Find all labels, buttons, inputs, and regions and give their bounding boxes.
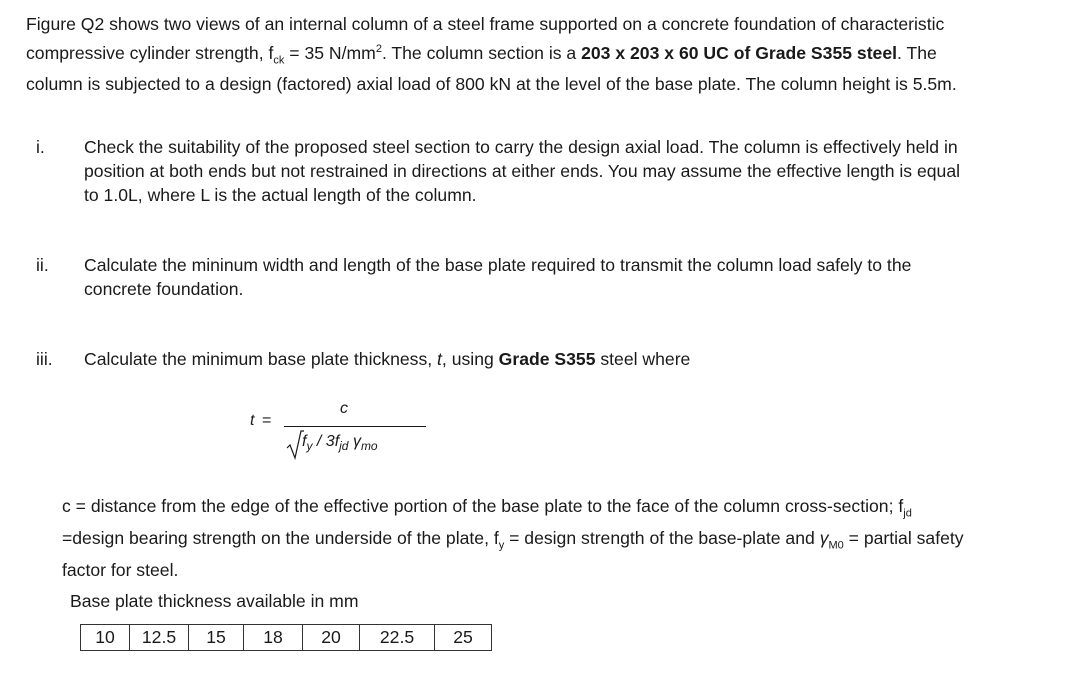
steel-grade: Grade S355 (498, 349, 596, 369)
thickness-cell: 15 (189, 625, 244, 651)
thickness-table (80, 624, 492, 651)
available-thickness-label: Base plate thickness available in mm (70, 591, 359, 611)
explanation-text: =design bearing strength on the underside of the plate, f (62, 528, 499, 549)
fraction-bar (284, 426, 426, 427)
problem-statement (26, 12, 966, 97)
fy-subscript: y (306, 439, 313, 454)
thickness-formula (250, 395, 430, 475)
intro-text-2: = 35 N/mm (284, 42, 376, 63)
thickness-cell: 22.5 (360, 625, 435, 651)
intro-text-1: Figure Q2 shows two views of an internal column of a steel frame supported on a concrete foundation of characteristic compressive cylinder strength, f (26, 14, 945, 63)
fy-symbol: f (302, 433, 307, 450)
formula-lhs: t (250, 412, 255, 429)
question-ii (36, 253, 966, 301)
jd-subscript: jd (339, 439, 349, 454)
question-text: Check the suitability of the proposed steel section to carry the design axial load. The column is effectively held in position at both ends but not restrained in directions at either ends. You may assume the effective length is equal to 1.0L, where L is the actual length of the column. (84, 137, 961, 205)
table-row (81, 625, 492, 651)
explanation-text: c = distance from the edge of the effective portion of the base plate to the face of the column cross-section; f (62, 496, 904, 516)
thickness-cell: 25 (435, 625, 492, 651)
question-number: i. (36, 137, 45, 157)
question-iii (36, 347, 966, 371)
thickness-cell: 12.5 (130, 625, 189, 651)
intro-text-4: . The column is subjected to a design (factored) axial load of 800 kN at the level of the base plate. The column height is 5.5m. (26, 42, 957, 95)
question-text (84, 347, 966, 371)
gamma-symbol: γ (819, 528, 829, 549)
gamma-symbol: γ (352, 433, 361, 450)
formula-numerator: c (340, 400, 348, 417)
thickness-cell: 20 (303, 625, 360, 651)
thickness-cell: 18 (244, 625, 303, 651)
question-text-part: Calculate the minimum base plate thickness, (84, 349, 438, 369)
thickness-cell: 10 (81, 625, 130, 651)
question-i (36, 135, 966, 207)
question-text-part: , using (441, 349, 499, 369)
squared-superscript: 2 (375, 42, 382, 55)
t-variable: t (437, 349, 442, 369)
question-number: iii. (36, 349, 53, 369)
explanation-text: = design strength of the base-plate and (504, 528, 820, 549)
three-fjd: / 3f (312, 433, 340, 450)
fjd-subscript: jd (903, 507, 912, 520)
fy-subscript: y (498, 539, 505, 552)
gamma-subscript: M0 (828, 539, 844, 552)
fck-subscript: ck (273, 53, 285, 66)
question-number: ii. (36, 255, 49, 275)
formula-denominator (302, 433, 378, 453)
formula-explanation (62, 494, 967, 583)
formula-equals: = (262, 412, 272, 429)
explanation-text: = partial safety factor for steel. (62, 528, 964, 581)
intro-text-3: . The column section is a (381, 42, 582, 63)
question-text-part: steel where (595, 349, 691, 369)
mo-subscript: mo (360, 439, 378, 454)
section-designation: 203 x 203 x 60 UC of Grade S355 steel (581, 42, 898, 63)
question-text: Calculate the mininum width and length of the base plate required to transmit the column load safely to the concrete foundation. (84, 255, 912, 299)
